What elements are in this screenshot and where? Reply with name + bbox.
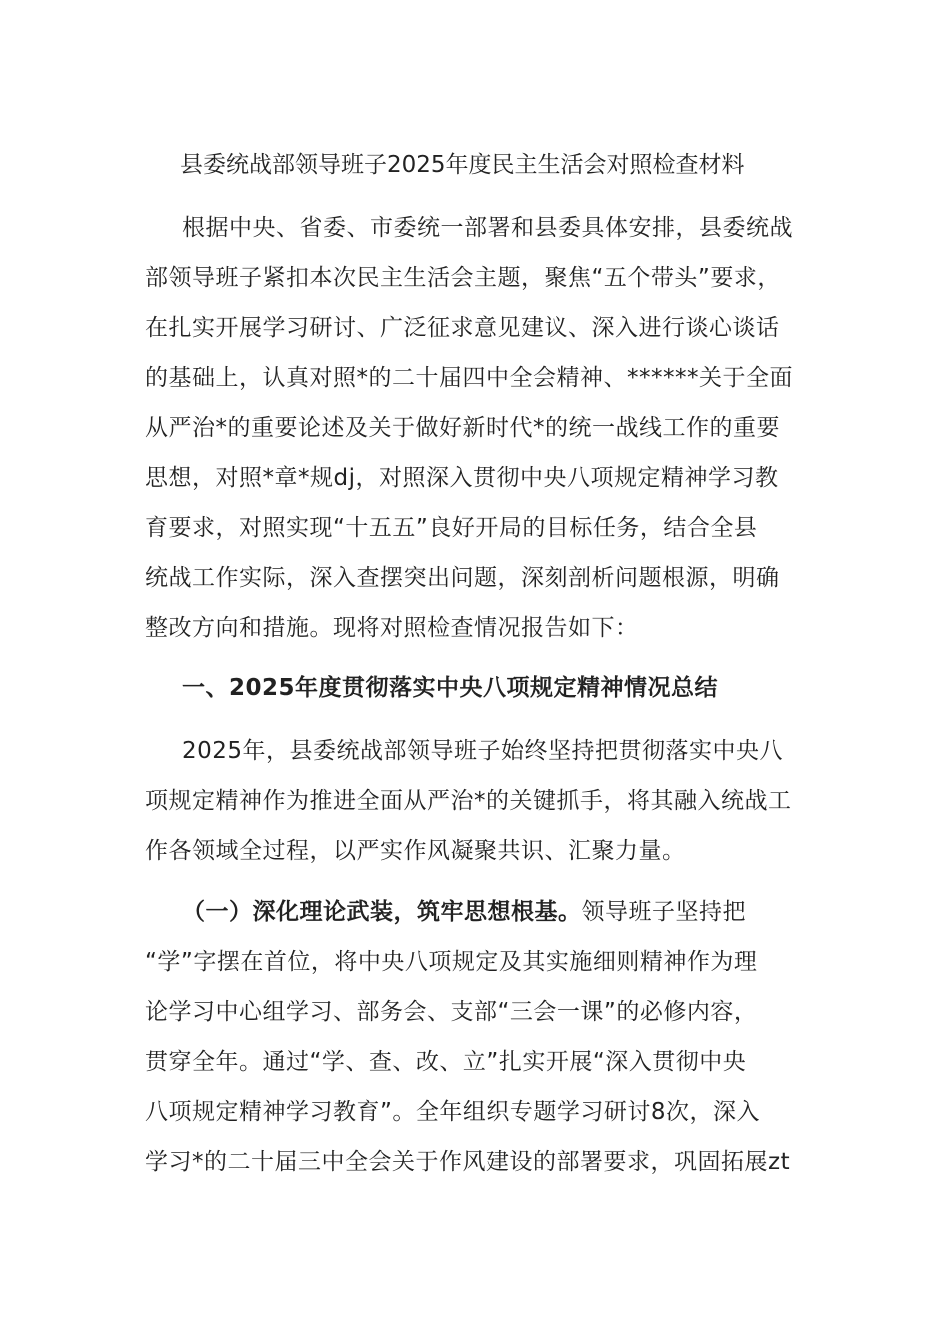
intro-line: 统战工作实际，深入查摆突出问题，深刻剖析问题根源，明确 [145, 565, 780, 591]
subsection-line: 论学习中心组学习、部务会、支部“三会一课”的必修内容， [145, 999, 758, 1025]
subsection-first-line [182, 895, 746, 929]
subsection-line: 八项规定精神学习教育”。全年组织专题学习研讨8次，深入 [145, 1099, 761, 1125]
intro-line: 根据中央、省委、市委统一部署和县委具体安排，县委统战 [182, 215, 793, 241]
intro-line: 的基础上，认真对照*的二十届四中全会精神、******关于全面 [145, 365, 793, 391]
subsection-text: 领导班子坚持把 [581, 899, 746, 925]
subsection-line: 学习*的二十届三中全会关于作风建设的部署要求，巩固拓展zt [145, 1149, 791, 1175]
intro-line: 在扎实开展学习研讨、广泛征求意见建议、深入进行谈心谈话 [145, 315, 780, 341]
section-line: 2025年，县委统战部领导班子始终坚持把贯彻落实中央八 [182, 738, 784, 764]
section-line: 作各领域全过程，以严实作风凝聚共识、汇聚力量。 [145, 838, 686, 864]
subsection-line: 贯穿全年。通过“学、查、改、立”扎实开展“深入贯彻中央 [145, 1049, 747, 1075]
document-title: 县委统战部领导班子2025年度民主生活会对照检查材料 [180, 152, 745, 178]
intro-line: 整改方向和措施。现将对照检查情况报告如下： [145, 615, 639, 641]
intro-line: 育要求，对照实现“十五五”良好开局的目标任务，结合全县 [145, 515, 758, 541]
subsection-line: “学”字摆在首位，将中央八项规定及其实施细则精神作为理 [145, 949, 758, 975]
section-heading: 一、2025年度贯彻落实中央八项规定精神情况总结 [182, 675, 719, 701]
subsection-heading: （一）深化理论武装，筑牢思想根基。 [182, 899, 582, 925]
intro-line: 思想，对照*章*规dj，对照深入贯彻中央八项规定精神学习教 [145, 465, 779, 491]
section-line: 项规定精神作为推进全面从严治*的关键抓手，将其融入统战工 [145, 788, 792, 814]
intro-line: 从严治*的重要论述及关于做好新时代*的统一战线工作的重要 [145, 415, 780, 441]
intro-line: 部领导班子紧扣本次民主生活会主题，聚焦“五个带头”要求， [145, 265, 781, 291]
